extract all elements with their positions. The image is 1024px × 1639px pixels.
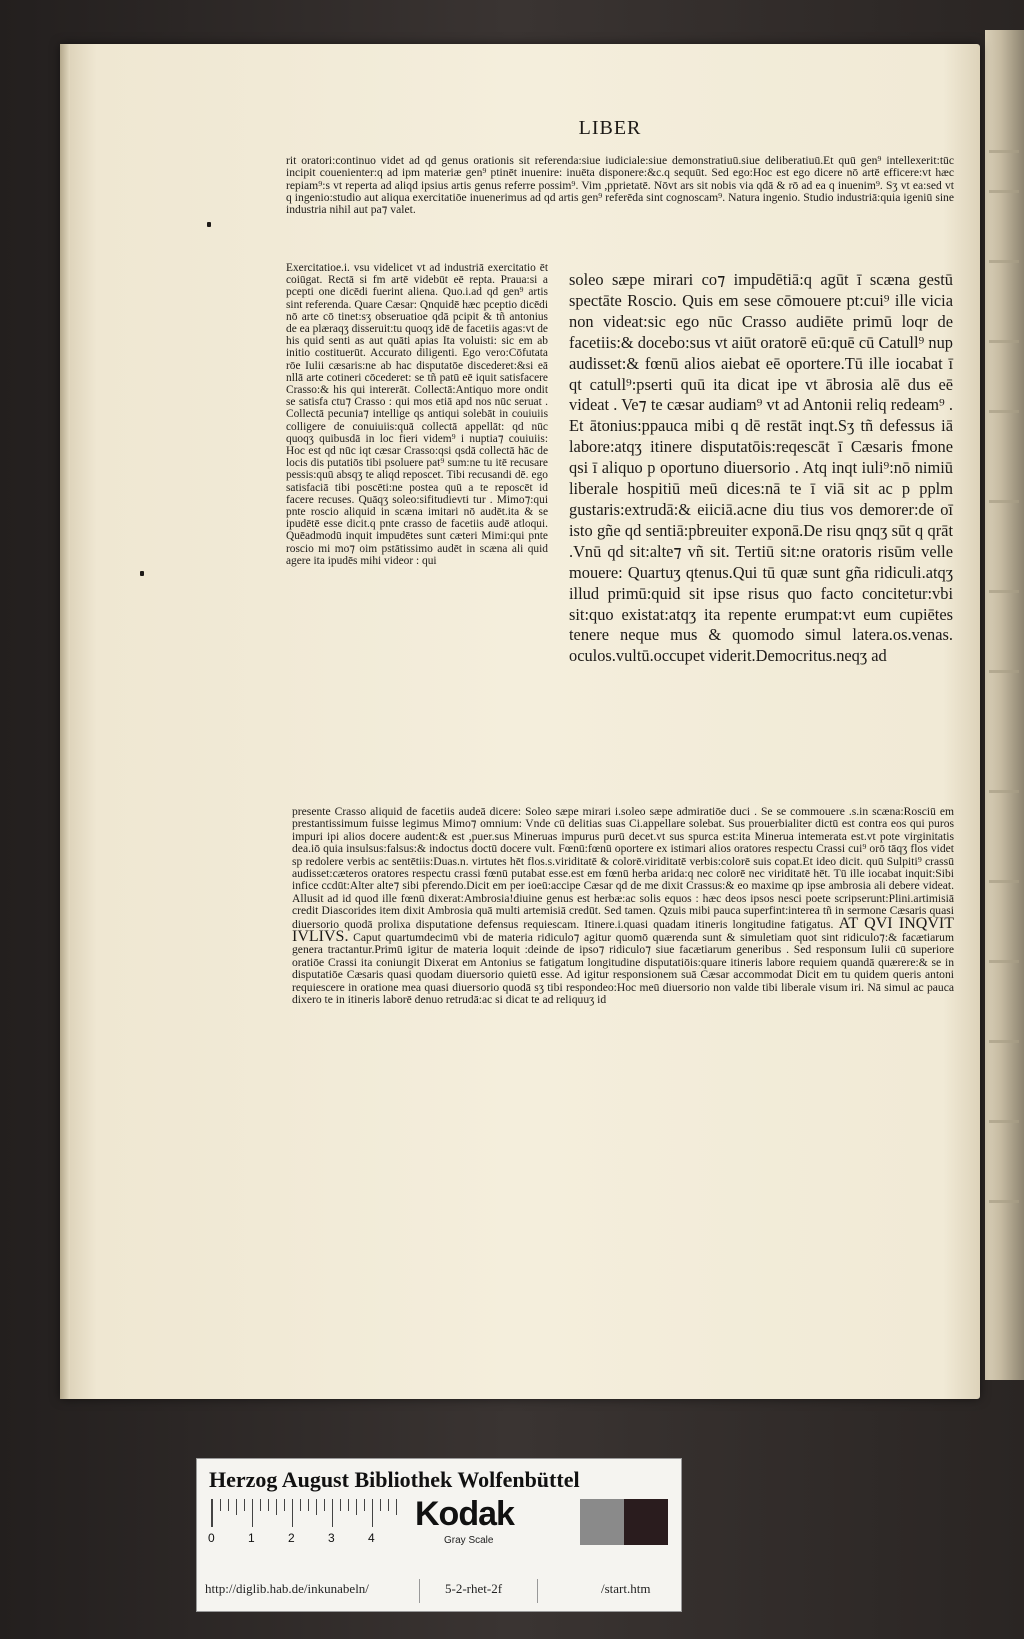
margin-mark [207, 222, 211, 227]
commentary-left-column: Exercitatioe.i. vsu videlicet vt ad industriā exercitatio ēt coiūgat. Rectā si fm artē videbūt eē repta. Praua:si a pcepti one dicēdi fuerint aliena. Quo.i.ad qd gen⁹ artis sint referenda. Quare Cæsar: Qnquidē hæc pceptio dicēdi nō arte cō tinet:sʒ obseruatioe qdā pcipit & tñ antonius de ea plæraqʒ disseruit:tu quoqʒ idē de facetiis agas:vt de his quid senti as aut quāti apias Ita voluisti: sic em ab initio costituerūt. Accurato diligenti. Ego vero:Cōfutata rōe Iulii cæsaris:ne ab hac disputatōe discederet:&si eā nllā arte cotineri cōcederet: se tñ patū eē iquit satisfacere Crasso:& his qui intererāt. Collectā:Antiquo more ondit se satisfa ctu⁊ Crasso : qui mos etiā apd nos nūc seruat . Collectā pecunia⁊ intellige qs antiqui solebāt in couiuiis colligere de conuiuiis:quā collectā appellāt: qd nūc quoqʒ quibusdā in loc fieri videm⁹ i nuptia⁊ couiuiis: Hoc est qd nūc iqt cæsar Crasso:qsi qsdā collectā hāc de locis dis putatiōs tibi psoluere pat⁹ sum:ne tu itē recusare pessis:quū absqʒ te aliqd reposcet. Tibi recusandi dē. ego satisfaciā tibi poscēti:ne postea quū a te reposcēt id facere recuses. Quāqʒ soleo:sifitudievti tur . Mimo⁊:qui pnte roscio aliquid in scæna imitari nō audēt.ita & se ipudētē esse dicit.q pnte crasso de facetiis audē atloqui. Quēadmodū inquit impudētes sunt cæteri Mimi:qui pnte roscio mi mo⁊ oim pstātissimo audēt in scæna ali quid agere ita ipudēs mihi videor : qui [286, 262, 548, 567]
main-text-column: soleo sæpe mirari co⁊ impudētiā:q agūt ī scæna gestū spectāte Roscio. Quis em sese cōmouere pt:cui⁹ ille vicia non videat:sic ego nūc Crasso audiēte primū loqr de facetiis:& docebo:sus vt aiūt oratorē eū:quē cū Catull⁹ nup audisset:& fœnū alios aiebat eē oportere.Tū ille iocabat ī qt catull⁹:pserti quū ita dicat ipe vt ābrosia alē dus eē videat . Ve⁊ te cæsar audiam⁹ vt ad Antonii reliq redeam⁹ . Et ātonius:ppauca mibi q dē restāt inqt.Sʒ tñ defessus iā labore:atqʒ itinere disputatōis:reqescāt ī Cæsaris fmone qsi ī aliquo p oportuno diuersorio . Atq inqt iuli⁹:nō nimiū liberale hospitiū meū dices:nā te ī viā sit ac p pplm gustaris:extrudā:& eiiciā.acne diu tius vos demorer:de oī isto gñe qd sentiā:pbreuiter exponā.De risu qnqʒ sūt q qrāt .Vnū qd sit:alte⁊ vñ sit. Tertiū sit:ne oratoris risūm velle mouere: Quartuʒ qtenus.Qui tū quæ sunt gña ridiculi.atqʒ illud primū:quid sit ipse risus quo facto concitetur:vbi sit:quo existat:atqʒ ita repente erumpat:vt eum cupiētes tenere neque mus & quomodo simul latera.os.venas. oculos.vultū.occupet viderit.Democritus.neqʒ ad [569, 270, 953, 666]
card-shelfmark: 5-2-rhet-2f [445, 1581, 503, 1596]
commentary-top: rit oratori:continuo videt ad qd genus orationis sit referenda:siue iudiciale:siue demonstratiuū.siue deliberatiuū.Et quū gen⁹ intellexerit:tūc incipit couenienter:q ad ipm materiæ gen⁹ ptinēt inuenire: inuēta disponere:&c.q sequūt. Sed ego:Hoc est ego dicere nō artē efficere:vt hæc repiam⁹:s vt reperta ad aliqd ipsius artis genus referre possim⁹. Vim ,pprietatē. Nōvt ars sit nobis via qdā & rō ad ea q inuenim⁹. Sʒ vt ea:sed vt q ingenio:studio aut aliqua exercitatiōe inuenerimus ad qd artis gen⁹ referēda sint cognoscam⁹. Natura ingenio. Studio industriā:quia igeniū sine industria nihil aut pa⁊ valet. [286, 154, 954, 217]
ruler-number: 1 [248, 1531, 255, 1545]
dark-swatch [624, 1499, 668, 1545]
gray-swatch [580, 1499, 624, 1545]
card-start: /start.htm [601, 1581, 651, 1596]
ruler-number: 3 [328, 1531, 335, 1545]
ruler-number: 4 [368, 1531, 375, 1545]
ruler-number: 0 [208, 1531, 215, 1545]
commentary-bottom [292, 806, 954, 1007]
ruler-number: 2 [288, 1531, 295, 1545]
page-gutter [60, 44, 70, 1399]
card-divider [419, 1579, 420, 1603]
running-head: LIBER [578, 117, 642, 139]
book-page [60, 44, 980, 1399]
kodak-color-card [196, 1458, 682, 1612]
chapter-text: Caput quartumdecimū vbi de materia ridiculo⁊ agitur quomō quærenda sunt & simuletiam quot sint ridiculo⁊:& facætiarum genera tractantur.Primū igitur de materia loquit :deinde de ipso⁊ ridiculo⁊ siue facætiarum generibus . Sed responsum Iulii cū superiore oratiōe Crassi ita coniungit Dixerat em Antonius se fatigatum longitudine disputatiōis:quare itineris labore requiem quandā quærere:& se in disputatiōe Cæsaris quasi quodam diuersorio quietū esse. Ad igitur responsionem suā Cæsar accommodat Dicit em tu quidem queris antoni requiescere in oratione mea quasi diuersorio quodā sʒ tibi respondeo:Hoc meū diuersorio non valde tibi liberale visum iri. Nā simul ac pauca dixero te in itineris laborē denuo retrudā:ac si dicat te ad reliquuʒ id [292, 931, 954, 1007]
card-title: Herzog August Bibliothek Wolfenbüttel [209, 1467, 580, 1492]
card-divider [537, 1579, 538, 1603]
gray-scale-label: Gray Scale [444, 1535, 494, 1546]
chapter-heading: AT QVI INQVIT IVLIVS. [292, 914, 954, 946]
commentary-bottom-text: presente Crasso aliquid de facetiis audeā dicere: Soleo sæpe mirari i.soleo sæpe admiratiōe duci . Se se commouere .s.in scæna:Rosciū em prestantissimum fuisse legimus Mimo⁊ omnium: Vnde cū delitias suas Ci.appellare solebat. Sus prouerbialiter dictū est contra eos qui puros impuri ipi alios docere audent:& est ,puer.sus Mineruas impurus purū decet.vt sus spurca est:ita Minerua intemerata est.vt pote virginitatis dea.iō quia insulsus:falsus:& indoctus doctū docere vult. Fœnū:fœnū oportere ex istimari alios oratores respectu Crassi cui⁹ orō tāqʒ flos videt sp redolere verbis ac sentētiis:Duas.n. virtutes hēt flos.s.viriditatē & colorē.viriditatē verbis:colorē suis copat.Et ideo dicit. quū Sulpiti⁹ crassū audisset:cæteros oratores respectu crassi fœnū putabat esse.est em fœnū herba arida:q nec colorē nec viriditatē hēt. Tū ille iocabat inquit:Sibi infice ccdūt:Alter alte⁊ sibi pferendo.Dicit em per ioeū:accipe Cæsar qd de me dixit Crassus:& eo maxime qp ipse ambrosia ali debere videat. Allusit ad id quod ille fœnū dixerat:Ambrosia!diuine genus est herbæ:ac solis equos : hæc deos ipsos nesci poete scripserunt:Plini.artimisiā credit Diascorides item dixit Ambrosia quā multi artemisiā credūt. Sed tamen. Qzuis mibi pauca superfint:interea tñ in sermone Cæsaris quasi diuersorio quodā prolixa disputatione defensus requiescam. Itinere.i.quasi quadam itineris longitudine fatigatus. [292, 805, 954, 931]
kodak-logo: Kodak [415, 1495, 514, 1533]
ruler [211, 1499, 402, 1527]
facing-page-edge [985, 30, 1024, 1380]
card-url: http://diglib.hab.de/inkunabeln/ [205, 1581, 369, 1596]
margin-mark [140, 571, 144, 576]
